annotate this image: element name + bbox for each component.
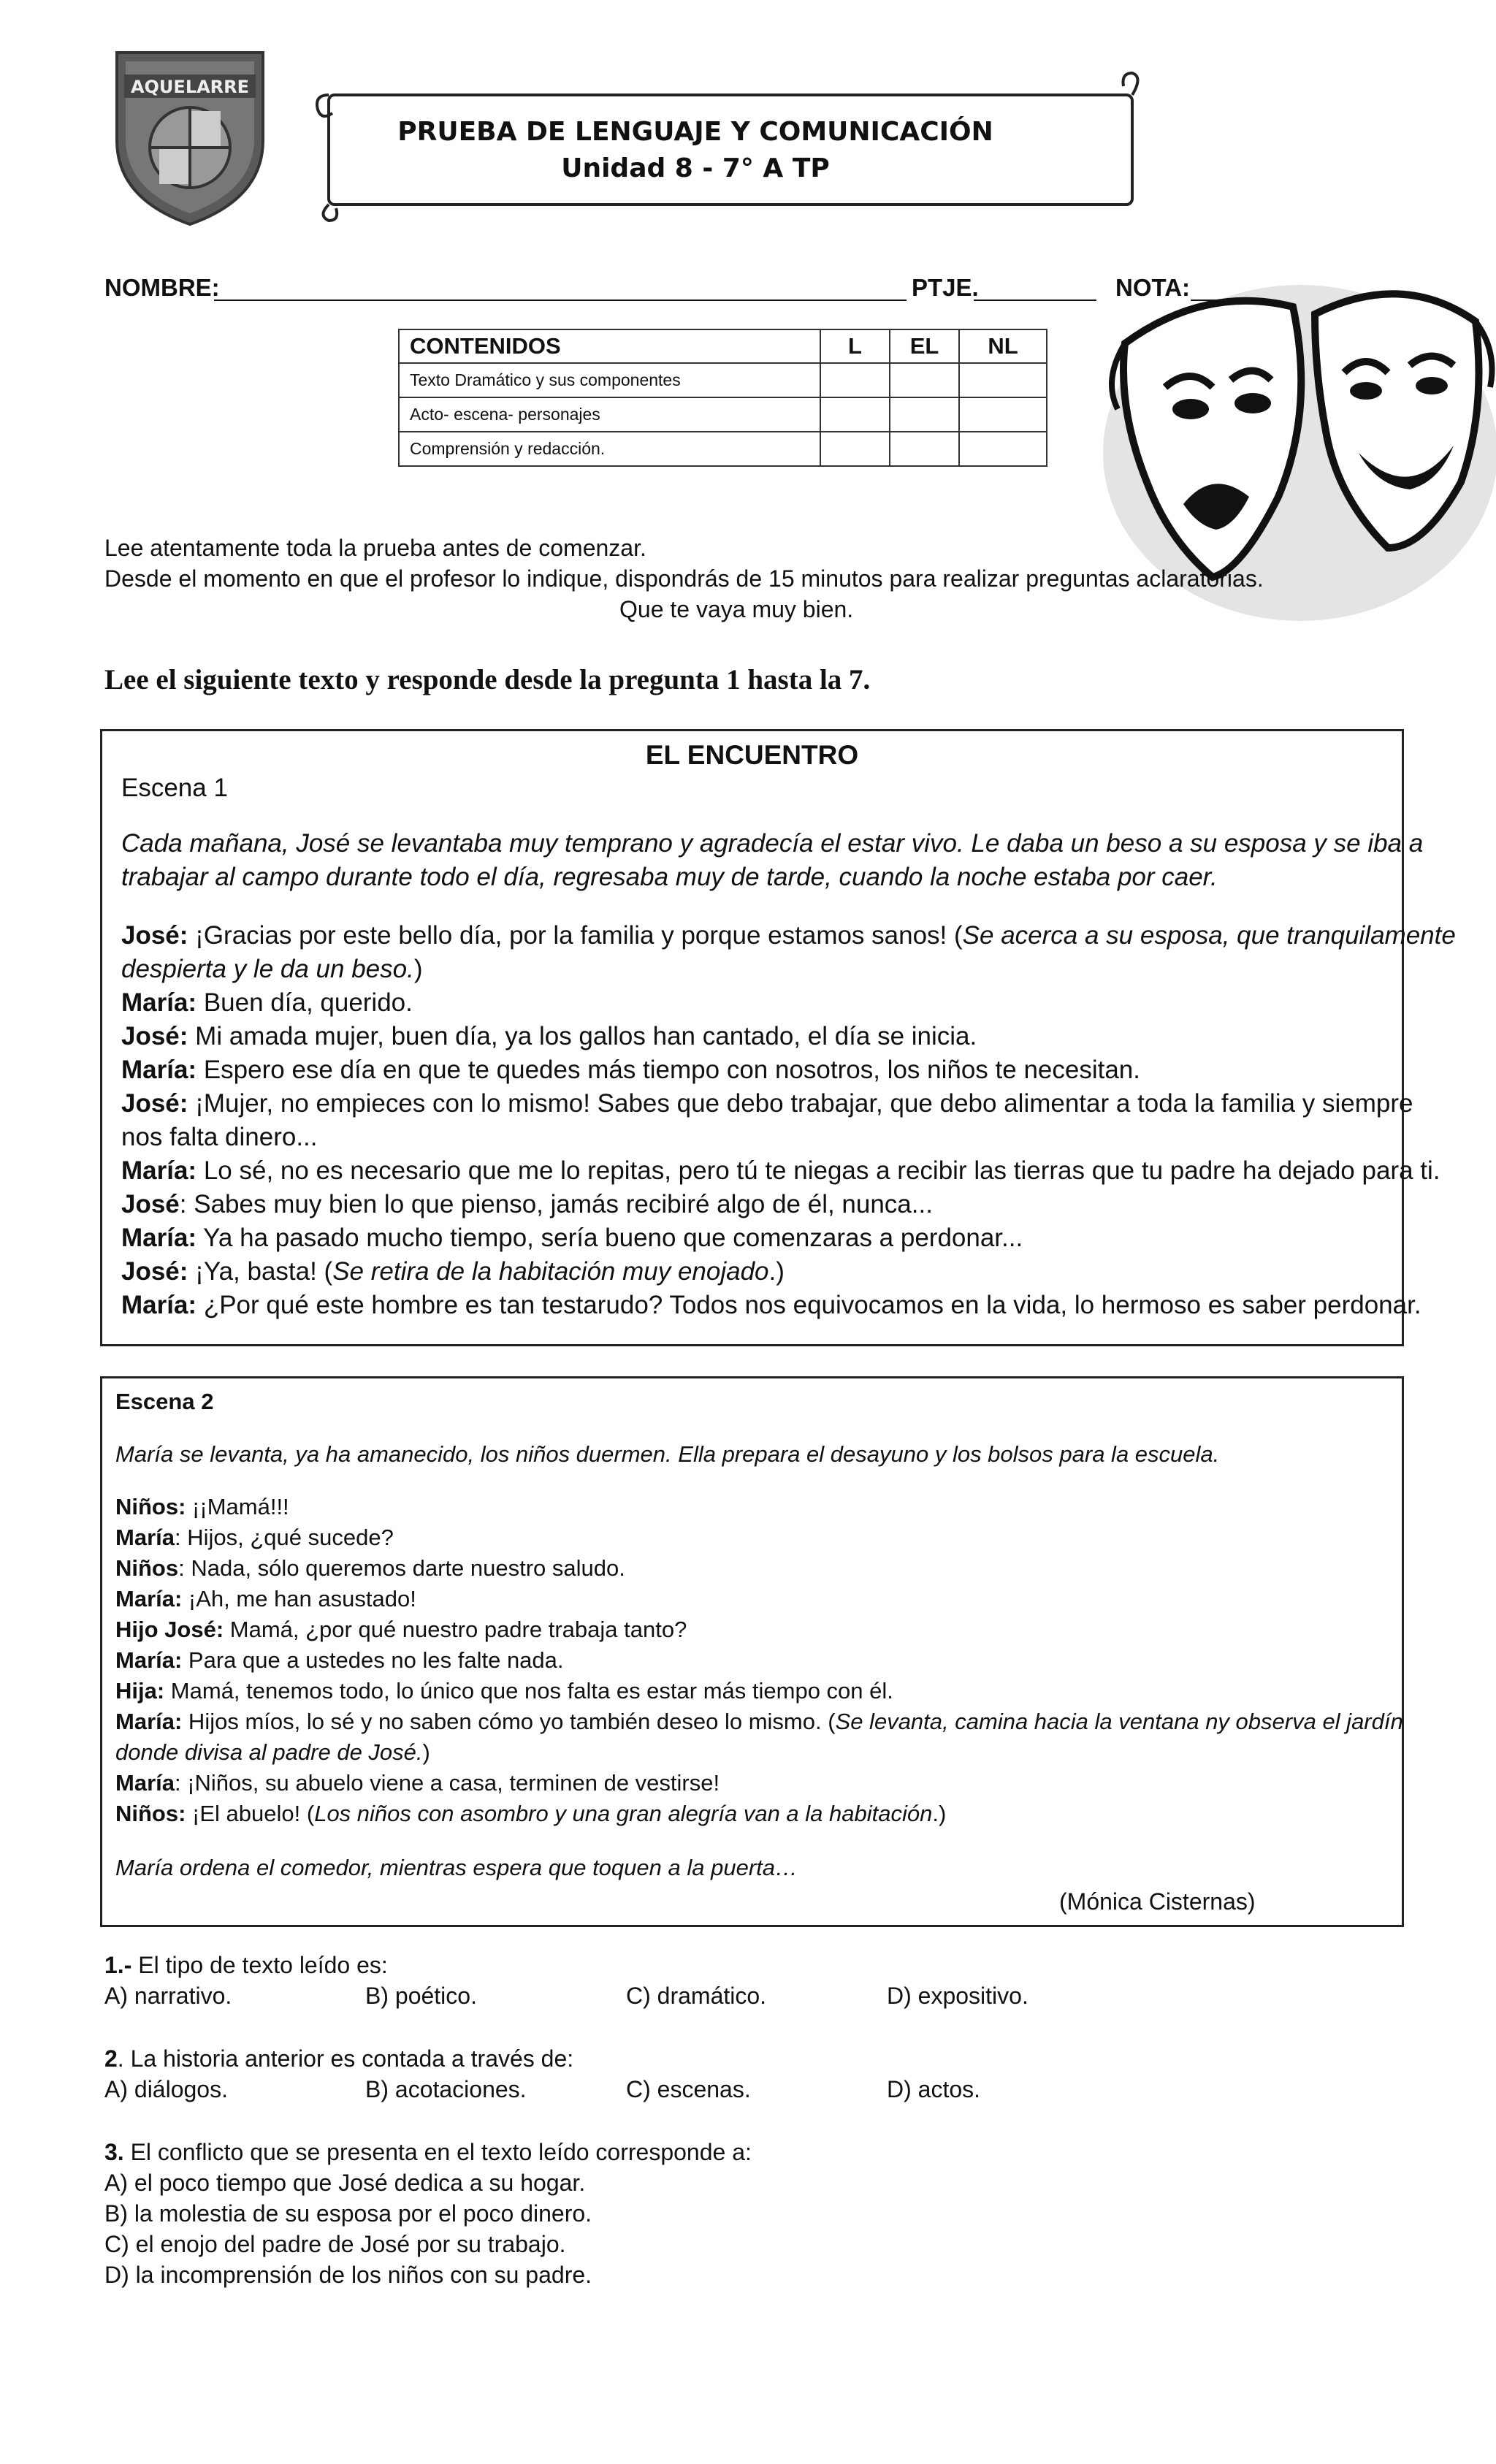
table-row xyxy=(399,432,1047,466)
question-3 xyxy=(104,2139,752,2166)
dialogue-text: : Hijos, ¿qué sucede? xyxy=(174,1525,394,1550)
header-nl: NL xyxy=(959,329,1047,363)
scene-1-box xyxy=(100,729,1456,1346)
question-2 xyxy=(104,2045,573,2072)
reading-instruction: Lee el siguiente texto y responde desde la pregunta 1 hasta la 7. xyxy=(104,664,871,695)
dialogue-line xyxy=(121,1257,785,1286)
dialogue-line xyxy=(115,1555,625,1582)
score-cell[interactable] xyxy=(890,397,959,432)
stage-direction: despierta y le da un beso. xyxy=(121,955,414,983)
speaker-name: José: xyxy=(121,921,188,950)
logo-wordmark: AQUELARRE xyxy=(130,77,250,97)
intro-line-2: Desde el momento en que el profesor lo indique, dispondrás de 15 minutos para realizar preguntas aclaratorias. xyxy=(104,565,1264,592)
question-number: 3. xyxy=(104,2139,124,2165)
dialogue-line xyxy=(121,988,413,1018)
dialogue-line xyxy=(115,1494,289,1520)
scene-2-closing: María ordena el comedor, mientras espera que toquen a la puerta… xyxy=(115,1855,798,1880)
speaker-name: Niños xyxy=(115,1555,179,1581)
header-el: EL xyxy=(890,329,959,363)
option-2a[interactable]: A) diálogos. xyxy=(104,2076,228,2102)
score-cell[interactable] xyxy=(890,363,959,397)
speaker-name: Hija: xyxy=(115,1678,165,1704)
question-number: 2 xyxy=(104,2045,118,2072)
score-cell[interactable] xyxy=(959,397,1047,432)
dialogue-line xyxy=(121,1123,318,1152)
speaker-name: María: xyxy=(115,1709,183,1734)
intro-line-1: Lee atentamente toda la prueba antes de comenzar. xyxy=(104,535,646,561)
stage-direction: Los niños con asombro y una gran alegría van a la habitación xyxy=(314,1801,933,1826)
scene-1-narration: Cada mañana, José se levantaba muy temprano y agradecía el estar vivo. Le daba un beso a su esposa y se iba a xyxy=(121,829,1424,858)
dialogue-line xyxy=(115,1709,1403,1735)
stage-direction: Se retira de la habitación muy enojado xyxy=(332,1257,769,1286)
dialogue-line xyxy=(121,921,1456,950)
header-contenidos: CONTENIDOS xyxy=(399,329,820,363)
speaker-name: María: xyxy=(121,1056,197,1084)
dialogue-line xyxy=(115,1770,720,1796)
speaker-name: José: xyxy=(121,1022,188,1050)
option-3a[interactable]: A) el poco tiempo que José dedica a su hogar. xyxy=(104,2170,586,2196)
score-cell[interactable] xyxy=(820,432,890,466)
dialogue-text: nos falta dinero... xyxy=(121,1123,318,1151)
question-text: . La historia anterior es contada a través de: xyxy=(117,2045,574,2072)
stage-direction: Se acerca a su esposa, que tranquilamente xyxy=(962,921,1456,950)
dialogue-line xyxy=(115,1801,946,1827)
score-cell[interactable] xyxy=(820,397,890,432)
dialogue-text: ¡Ah, me han asustado! xyxy=(182,1586,416,1611)
stage-direction: Se levanta, camina hacia la ventana ny observa el jardín xyxy=(835,1709,1403,1734)
ptje-field[interactable] xyxy=(974,300,1096,301)
speaker-name: Hijo José: xyxy=(115,1617,224,1642)
dialogue-text: .) xyxy=(768,1257,785,1286)
option-1c[interactable]: C) dramático. xyxy=(626,1983,767,2009)
contents-table xyxy=(398,329,1047,467)
dialogue-text: Mi amada mujer, buen día, ya los gallos han cantado, el día se inicia. xyxy=(188,1022,977,1050)
ptje-label: PTJE. xyxy=(912,274,979,301)
speaker-name: María: xyxy=(121,988,197,1017)
dialogue-text: ¡Ya, basta! ( xyxy=(188,1257,333,1286)
dialogue-text: ) xyxy=(413,955,423,983)
dialogue-line xyxy=(121,1156,1440,1186)
speaker-name: María: xyxy=(115,1586,183,1611)
question-number: 1.- xyxy=(104,1952,132,1978)
content-cell: Texto Dramático y sus componentes xyxy=(399,363,820,397)
speaker-name: José xyxy=(121,1190,180,1218)
scene-2-narration: María se levanta, ya ha amanecido, los niños duermen. Ella prepara el desayuno y los bolsos para la escuela. xyxy=(115,1441,1220,1467)
exam-subtitle: Unidad 8 - 7° A TP xyxy=(561,153,830,183)
option-2b[interactable]: B) acotaciones. xyxy=(365,2076,527,2102)
school-crest-logo xyxy=(110,45,270,228)
dialogue-line xyxy=(121,1056,1140,1085)
speaker-name: María: xyxy=(121,1291,197,1319)
option-3c[interactable]: C) el enojo del padre de José por su trabajo. xyxy=(104,2231,566,2257)
scene-1-narration: trabajar al campo durante todo el día, regresaba muy de tarde, cuando la noche estaba por caer. xyxy=(121,863,1218,891)
speaker-name: María xyxy=(115,1770,175,1796)
dialogue-line xyxy=(115,1617,687,1643)
score-cell[interactable] xyxy=(890,432,959,466)
dialogue-text: ) xyxy=(422,1739,430,1765)
score-cell[interactable] xyxy=(820,363,890,397)
dialogue-text: Buen día, querido. xyxy=(196,988,413,1017)
score-cell[interactable] xyxy=(959,432,1047,466)
dialogue-text: ¡Gracias por este bello día, por la familia y porque estamos sanos! ( xyxy=(188,921,963,950)
dialogue-line xyxy=(121,1224,1023,1253)
dialogue-text: Espero ese día en que te quedes más tiempo con nosotros, los niños te necesitan. xyxy=(196,1056,1141,1084)
option-1d[interactable]: D) expositivo. xyxy=(887,1983,1028,2009)
dialogue-text: Hijos míos, lo sé y no saben cómo yo también deseo lo mismo. ( xyxy=(182,1709,836,1734)
stage-direction: donde divisa al padre de José. xyxy=(115,1739,423,1765)
dialogue-text: Ya ha pasado mucho tiempo, sería bueno que comenzaras a perdonar... xyxy=(196,1224,1023,1252)
option-1a[interactable]: A) narrativo. xyxy=(104,1983,232,2009)
header-l: L xyxy=(820,329,890,363)
dialogue-text: ¡Mujer, no empieces con lo mismo! Sabes que debo trabajar, que debo alimentar a toda la familia y siempre xyxy=(188,1089,1413,1118)
content-cell: Comprensión y redacción. xyxy=(399,432,820,466)
option-2c[interactable]: C) escenas. xyxy=(626,2076,751,2102)
option-1b[interactable]: B) poético. xyxy=(365,1983,477,2009)
exam-title: PRUEBA DE LENGUAJE Y COMUNICACIÓN xyxy=(397,117,993,147)
score-cell[interactable] xyxy=(959,363,1047,397)
dialogue-line xyxy=(115,1647,564,1674)
option-3d[interactable]: D) la incomprensión de los niños con su padre. xyxy=(104,2262,592,2288)
dialogue-line xyxy=(115,1678,893,1704)
dialogue-text: Mamá, tenemos todo, lo único que nos falta es estar más tiempo con él. xyxy=(164,1678,893,1704)
question-text: El tipo de texto leído es: xyxy=(131,1952,388,1978)
speaker-name: José: xyxy=(121,1257,188,1286)
nombre-field[interactable] xyxy=(214,300,907,301)
dialogue-text: Para que a ustedes no les falte nada. xyxy=(182,1647,564,1673)
dialogue-line xyxy=(121,955,422,984)
dialogue-text: .) xyxy=(932,1801,947,1826)
speaker-name: María: xyxy=(115,1647,183,1673)
dialogue-text: : Nada, sólo queremos darte nuestro saludo. xyxy=(178,1555,625,1581)
nota-label: NOTA: xyxy=(1115,274,1191,301)
scene-1-label: Escena 1 xyxy=(121,774,228,802)
question-text: El conflicto que se presenta en el texto leído corresponde a: xyxy=(123,2139,752,2165)
question-1 xyxy=(104,1952,388,1979)
speaker-name: María: xyxy=(121,1156,197,1185)
option-3b[interactable]: B) la molestia de su esposa por el poco dinero. xyxy=(104,2200,592,2227)
scene-1-title: EL ENCUENTRO xyxy=(645,740,859,770)
speaker-name: María: xyxy=(121,1224,197,1252)
dialogue-line xyxy=(121,1291,1421,1320)
speaker-name: José: xyxy=(121,1089,188,1118)
table-row xyxy=(399,397,1047,432)
dialogue-line xyxy=(121,1022,977,1051)
option-2d[interactable]: D) actos. xyxy=(887,2076,981,2102)
table-header-row xyxy=(399,329,1047,363)
dialogue-line xyxy=(115,1586,416,1612)
author-credit: (Mónica Cisternas) xyxy=(1059,1888,1256,1915)
speaker-name: Niños: xyxy=(115,1801,186,1826)
speaker-name: María xyxy=(115,1525,175,1550)
dialogue-text: : ¡Niños, su abuelo viene a casa, terminen de vestirse! xyxy=(174,1770,720,1796)
dialogue-line xyxy=(115,1739,430,1766)
scene-2-label: Escena 2 xyxy=(115,1389,214,1414)
dialogue-line xyxy=(115,1525,394,1551)
nombre-label: NOMBRE: xyxy=(104,274,220,301)
dialogue-text: : Sabes muy bien lo que pienso, jamás recibiré algo de él, nunca... xyxy=(179,1190,933,1218)
content-cell: Acto- escena- personajes xyxy=(399,397,820,432)
dialogue-text: Lo sé, no es necesario que me lo repitas, pero tú te niegas a recibir las tierras que tu padre ha dejado para ti. xyxy=(196,1156,1440,1185)
dialogue-text: ¡¡Mamá!!! xyxy=(186,1494,289,1519)
scene-2-box xyxy=(100,1376,1404,1927)
dialogue-line xyxy=(121,1089,1413,1118)
dialogue-text: Mamá, ¿por qué nuestro padre trabaja tanto? xyxy=(224,1617,687,1642)
dialogue-text: ¿Por qué este hombre es tan testarudo? Todos nos equivocamos en la vida, lo hermoso es saber perdonar. xyxy=(196,1291,1421,1319)
dialogue-line xyxy=(121,1190,933,1219)
table-row xyxy=(399,363,1047,397)
intro-line-3: Que te vaya muy bien. xyxy=(619,596,854,622)
speaker-name: Niños: xyxy=(115,1494,186,1519)
dialogue-text: ¡El abuelo! ( xyxy=(186,1801,315,1826)
